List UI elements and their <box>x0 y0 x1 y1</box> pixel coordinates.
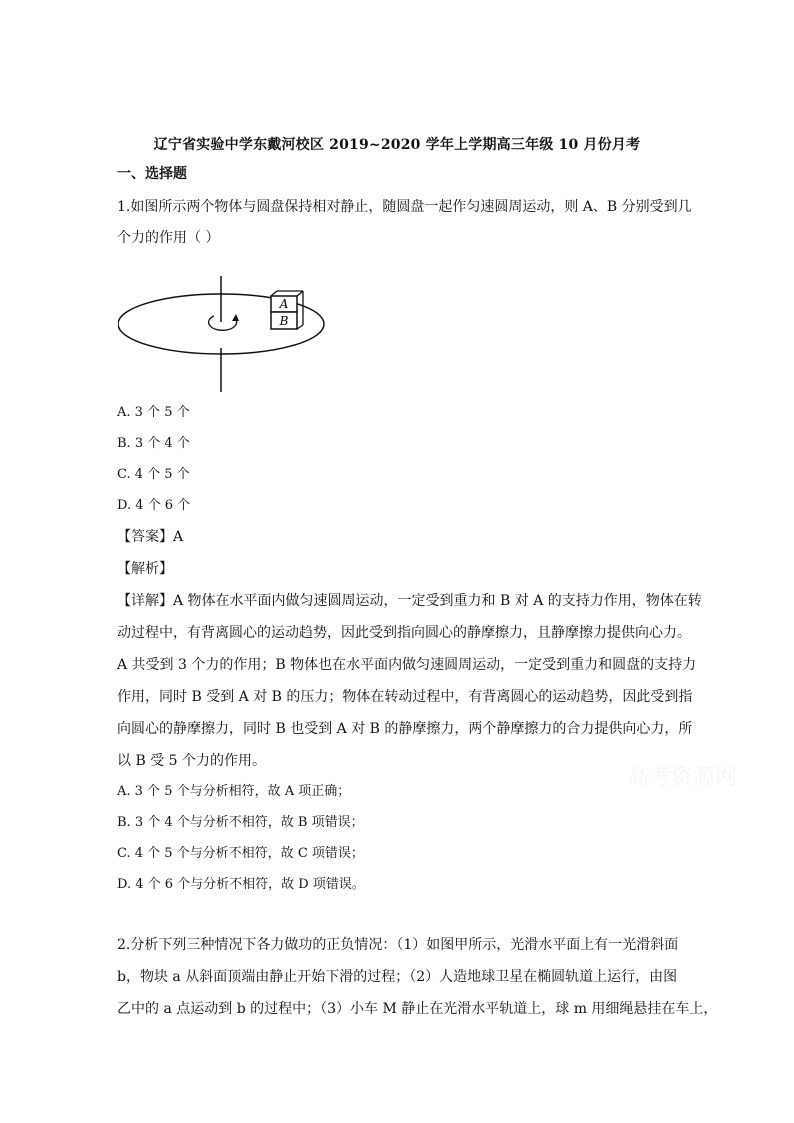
label-a: A <box>279 297 289 311</box>
q2-line: 2.分析下列三种情况下各力做功的正负情况：（1）如图甲所示，光滑水平面上有一光滑斜面 <box>117 937 679 953</box>
q1-analysis-line: 动过程中，有背离圆心的运动趋势，因此受到指向圆心的静摩擦力，且静摩擦力提供向心力。 <box>117 625 691 641</box>
q1-answer: 【答案】A <box>117 529 184 545</box>
q1-conclusion-a: A. 3 个 5 个与分析相符，故 A 项正确； <box>117 784 351 799</box>
q2-line: b，物块 a 从斜面顶端由静止开始下滑的过程；（2）人造地球卫星在椭圆轨道上运行，由图 <box>117 969 678 985</box>
q1-option-a: A. 3 个 5 个 <box>117 405 190 420</box>
q1-stem-line-1: 1.如图所示两个物体与圆盘保持相对静止，随圆盘一起作匀速圆周运动，则 A、B 分别受到几 <box>117 199 692 215</box>
q2-line: 乙中的 a 点运动到 b 的过程中；（3）小车 M 静止在光滑水平轨道上，球 m 用细绳悬挂在车上， <box>117 1001 718 1017</box>
q1-option-c: C. 4 个 5 个 <box>117 467 190 482</box>
q1-analysis-header: 【解析】 <box>117 561 173 577</box>
page-title: 辽宁省实验中学东戴河校区 2019~2020 学年上学期高三年级 10 月份月考 <box>153 137 641 153</box>
q1-analysis-line: 向圆心的静摩擦力，同时 B 也受到 A 对 B 的静摩擦力，两个静摩擦力的合力提供向心力，所 <box>117 721 693 737</box>
disc-figure <box>118 270 338 395</box>
q1-conclusion-b: B. 3 个 4 个与分析不相符，故 B 项错误； <box>117 815 364 830</box>
q1-option-b: B. 3 个 4 个 <box>117 436 190 451</box>
rotation-arrow <box>209 316 237 330</box>
q1-analysis-line: 以 B 受 5 个力的作用。 <box>117 753 266 769</box>
label-b: B <box>279 314 289 328</box>
q1-analysis-line: A 共受到 3 个力的作用；B 物体也在水平面内做匀速圆周运动，一定受到重力和圆盘的支持力 <box>117 657 697 673</box>
q1-analysis-line: 作用，同时 B 受到 A 对 B 的压力；物体在转动过程中，有背离圆心的运动趋势，因此受到指 <box>117 689 693 705</box>
rotation-arrowhead <box>232 314 239 321</box>
watermark: 高考资源网 <box>627 765 738 790</box>
q1-option-d: D. 4 个 6 个 <box>117 498 191 513</box>
q1-stem-line-2: 个力的作用（ ） <box>117 230 220 246</box>
q1-conclusion-c: C. 4 个 5 个与分析不相符，故 C 项错误； <box>117 846 364 861</box>
q1-conclusion-d: D. 4 个 6 个与分析不相符，故 D 项错误。 <box>117 877 365 892</box>
section-heading: 一、选择题 <box>117 166 187 182</box>
q1-analysis-line: 【详解】A 物体在水平面内做匀速圆周运动，一定受到重力和 B 对 A 的支持力作用，物体在转 <box>117 593 702 609</box>
